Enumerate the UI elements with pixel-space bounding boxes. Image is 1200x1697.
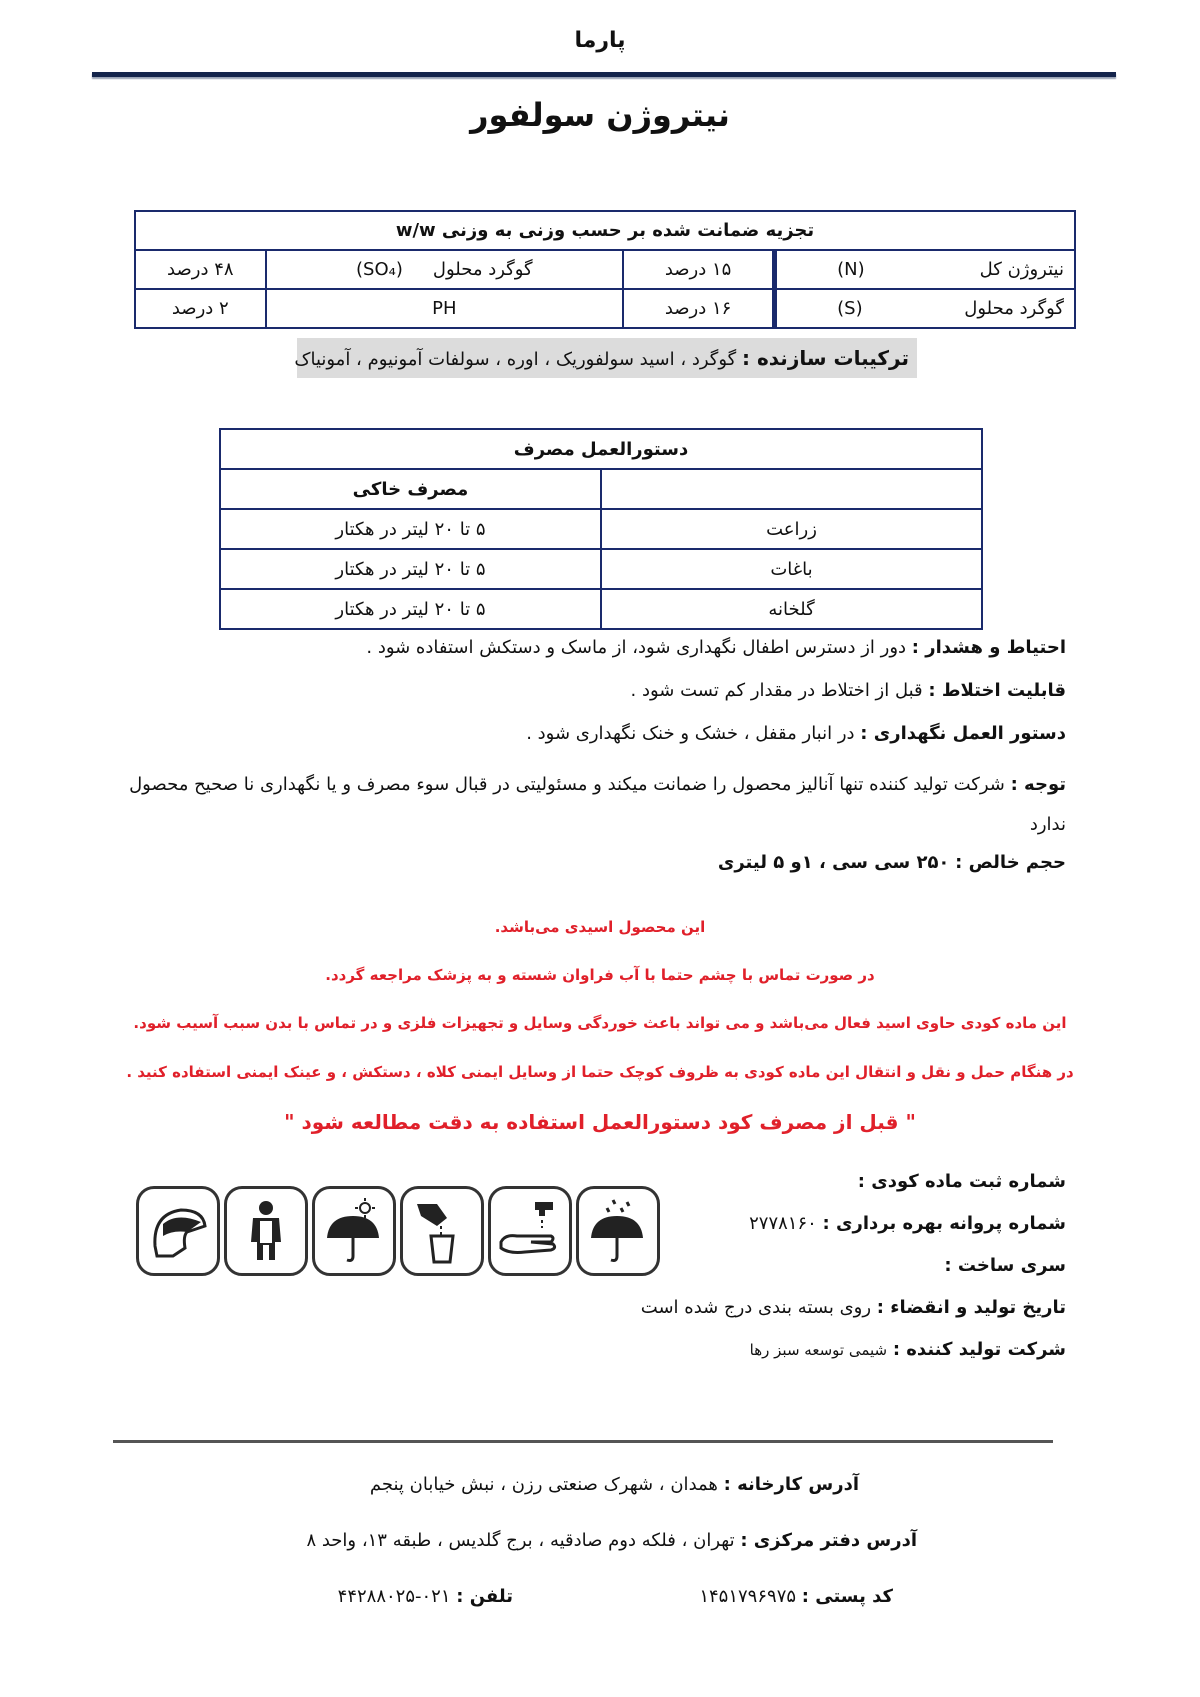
phone-number (338, 1586, 513, 1607)
note-text: قبل از اختلاط در مقدار کم تست شود . (630, 680, 923, 701)
note-line (116, 679, 1066, 703)
postal-value: ۱۴۵۱۷۹۶۹۷۵ (699, 1586, 797, 1607)
warning-line: این محصول اسیدی می‌باشد. (494, 918, 706, 936)
analysis-value: ۱۶ درصد (623, 289, 775, 328)
note-label: دستور العمل نگهداری : (860, 723, 1066, 744)
usage-crop: باغات (601, 549, 982, 589)
reg-value: روی بسته بندی درج شده است (640, 1297, 872, 1318)
usage-col-left: مصرف خاکی (220, 469, 601, 509)
factory-label: آدرس کارخانه : (723, 1474, 859, 1495)
office-value: تهران ، فلکه دوم صادقیه ، برج گلدیس ، طبقه ۱۳، واحد ۸ (306, 1530, 735, 1551)
rain-umbrella-icon (576, 1186, 660, 1276)
warning-line: در صورت تماس با چشم حتما با آب فراوان شسته و به پزشک مراجعه گردد. (325, 966, 875, 984)
apron-person-icon (224, 1186, 308, 1276)
ingredients-label: ترکیبات سازنده : (741, 346, 909, 370)
wash-hands-icon (488, 1186, 572, 1276)
analysis-name: PH (266, 289, 623, 328)
usage-col-right (601, 469, 982, 509)
sun-umbrella-icon (312, 1186, 396, 1276)
note-text: دور از دسترس اطفال نگهداری شود، از ماسک و دستکش استفاده شود . (366, 637, 907, 658)
note-label: احتیاط و هشدار : (911, 637, 1066, 658)
safety-icons (136, 1186, 660, 1276)
note-line (116, 765, 1066, 845)
reg-label: سری ساخت : (944, 1255, 1066, 1276)
usage-dose: ۵ تا ۲۰ لیتر در هکتار (220, 589, 601, 629)
header-divider (92, 72, 1116, 77)
footer-divider (113, 1440, 1053, 1443)
usage-table (219, 428, 983, 630)
read-instructions-warning: " قبل از مصرف کود دستورالعمل استفاده به دقت مطالعه شود " (284, 1110, 916, 1134)
analysis-symbol: (N) (837, 259, 865, 280)
analysis-row (135, 250, 1075, 289)
factory-address (370, 1474, 859, 1495)
factory-value: همدان ، شهرک صنعتی رزن ، نبش خیابان پنجم (369, 1474, 718, 1495)
usage-heading: دستورالعمل مصرف (220, 429, 982, 469)
analysis-name: گوگرد محلول (432, 259, 533, 280)
phone-label: تلفن : (456, 1586, 513, 1607)
analysis-value: ۲ درصد (135, 289, 266, 328)
note-label: قابلیت اختلاط : (928, 680, 1066, 701)
analysis-symbol: (S) (837, 298, 863, 319)
ingredients-value: گوگرد ، اسید سولفوریک ، اوره ، سولفات آمونیوم ، آمونیاک (294, 349, 737, 370)
phone-value: ۰۲۱-۴۴۲۸۸۰۲۵ (337, 1586, 451, 1607)
note-text: در انبار مقفل ، خشک و خنک نگهداری شود . (526, 723, 855, 744)
reg-value: ۲۷۷۸۱۶۰ (749, 1213, 817, 1234)
analysis-name: گوگرد محلول (964, 298, 1064, 319)
usage-dose: ۵ تا ۲۰ لیتر در هکتار (220, 549, 601, 589)
reg-label: تاریخ تولید و انقضاء : (876, 1297, 1066, 1318)
reg-label: شماره پروانه بهره برداری : (822, 1213, 1066, 1234)
warning-line: در هنگام حمل و نقل و انتقال این ماده کودی به ظروف کوچک حتما از وسایل ایمنی کلاه ، دستکش ، و عینک ایمنی استفاده کنید . (126, 1063, 1074, 1081)
postal-code (699, 1586, 893, 1607)
note-text: شرکت تولید کننده تنها آنالیز محصول را ضمانت میکند و مسئولیتی در قبال سوء مصرف و یا نگهداری نا صحیح محصول ندارد (129, 774, 1066, 835)
reg-line (466, 1338, 1066, 1362)
analysis-heading: تجزیه ضمانت شده بر حسب وزنی به وزنی w/w (135, 211, 1075, 250)
usage-crop: گلخانه (601, 589, 982, 629)
usage-crop: زراعت (601, 509, 982, 549)
reg-value: شیمی توسعه سبز رها (749, 1341, 888, 1359)
usage-row (220, 509, 982, 549)
pour-glass-icon (400, 1186, 484, 1276)
product-title: نیتروژن سولفور (470, 96, 730, 134)
reg-label: شرکت تولید کننده : (892, 1339, 1066, 1360)
analysis-symbol: (SO₄) (356, 259, 403, 280)
analysis-name: نیتروژن کل (979, 259, 1064, 280)
note-label: توجه : (1010, 774, 1066, 795)
usage-row (220, 589, 982, 629)
note-line (116, 636, 1066, 660)
office-address (306, 1530, 917, 1551)
note-label: حجم خالص : (955, 852, 1066, 873)
reg-label: شماره ثبت ماده کودی : (857, 1171, 1066, 1192)
face-mask-icon (136, 1186, 220, 1276)
analysis-value: ۱۵ درصد (623, 250, 775, 289)
brand-name: پارما (574, 28, 626, 53)
note-line (116, 722, 1066, 746)
usage-dose: ۵ تا ۲۰ لیتر در هکتار (220, 509, 601, 549)
usage-row (220, 549, 982, 589)
analysis-table (134, 210, 1076, 329)
postal-label: کد پستی : (801, 1586, 893, 1607)
notes-section (116, 636, 1066, 894)
note-text: ۲۵۰ سی سی ، ۱و ۵ لیتری (717, 852, 950, 873)
analysis-row (135, 289, 1075, 328)
note-line (116, 851, 1066, 875)
reg-line (466, 1296, 1066, 1320)
ingredients-box (294, 338, 917, 378)
office-label: آدرس دفتر مرکزی : (740, 1530, 917, 1551)
analysis-value: ۴۸ درصد (135, 250, 266, 289)
warning-line: این ماده کودی حاوی اسید فعال می‌باشد و می تواند باعث خوردگی وسایل و تجهیزات فلزی و در تماس با بدن سبب آسیب شود. (133, 1014, 1067, 1032)
